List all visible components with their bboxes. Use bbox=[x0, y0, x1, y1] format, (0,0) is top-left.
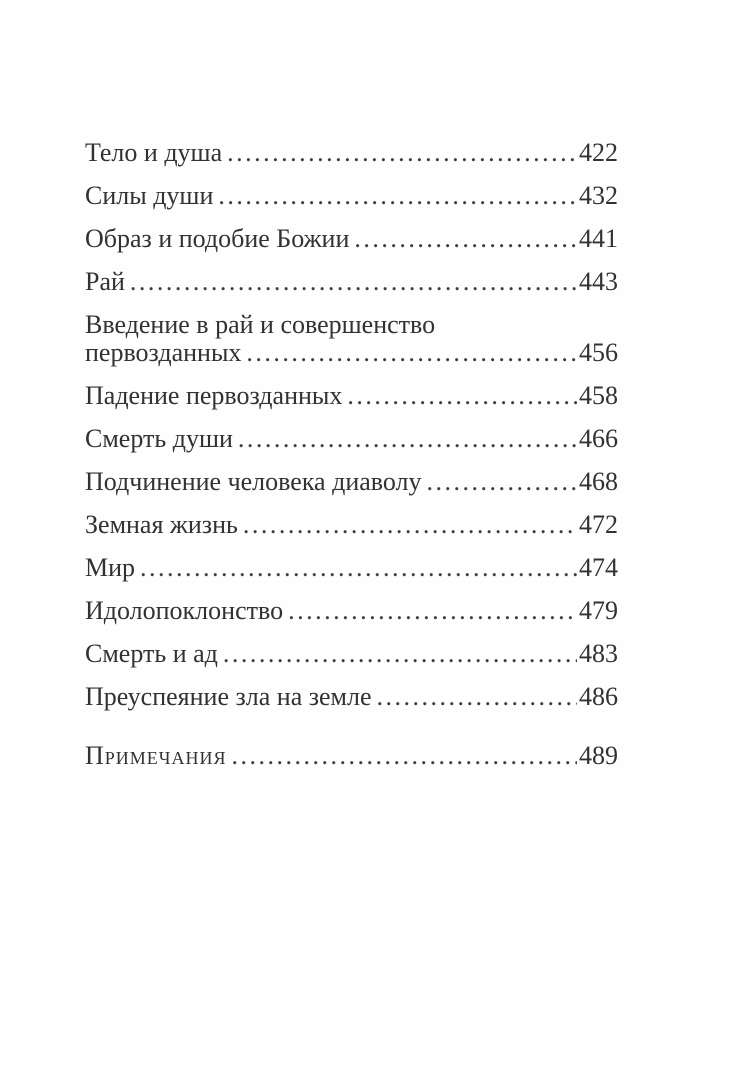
toc-entry bbox=[85, 139, 618, 167]
toc-entry-row bbox=[85, 225, 618, 253]
dot-leader bbox=[288, 597, 577, 625]
toc-entry-title: Тело и душа bbox=[85, 138, 223, 167]
dot-leader bbox=[218, 182, 577, 210]
toc-entry bbox=[85, 268, 618, 296]
dot-leader bbox=[140, 554, 577, 582]
toc-page-number: 466 bbox=[579, 424, 618, 453]
toc-entry bbox=[85, 225, 618, 253]
toc-page-number: 474 bbox=[579, 553, 618, 582]
toc-entry-row bbox=[85, 554, 618, 582]
toc-entry bbox=[85, 182, 618, 210]
toc-page-number: 456 bbox=[579, 338, 618, 367]
toc-page-number: 432 bbox=[579, 181, 618, 210]
dot-leader bbox=[354, 225, 577, 253]
toc-entry-title: Идолопоклонство bbox=[85, 596, 284, 625]
toc-entry bbox=[85, 683, 618, 711]
dot-leader bbox=[347, 382, 577, 410]
toc-entry bbox=[85, 742, 618, 770]
toc-page-number: 422 bbox=[579, 138, 618, 167]
dot-leader bbox=[223, 640, 577, 668]
toc-entry-title: Рай bbox=[85, 267, 125, 296]
toc-entry-title: Силы души bbox=[85, 181, 214, 210]
toc-entry-title: Мир bbox=[85, 553, 136, 582]
dot-leader bbox=[243, 511, 577, 539]
toc-entry-title: Образ и подобие Божии bbox=[85, 224, 350, 253]
dot-leader bbox=[377, 683, 577, 711]
toc-entry-row bbox=[85, 425, 618, 453]
toc-entry-title-line: Введение в рай и совершенство bbox=[85, 310, 436, 339]
toc-page-number: 479 bbox=[579, 596, 618, 625]
toc-entry-row bbox=[85, 511, 618, 539]
toc-entry-title: Подчинение человека диаволу bbox=[85, 467, 422, 496]
toc-entry-title: Смерть души bbox=[85, 424, 233, 453]
toc-entry bbox=[85, 468, 618, 496]
toc-entry-row bbox=[85, 683, 618, 711]
toc-entry-row bbox=[85, 640, 618, 668]
toc-entry-title: Смерть и ад bbox=[85, 639, 218, 668]
dot-leader bbox=[427, 468, 577, 496]
toc-entry-row bbox=[85, 268, 618, 296]
toc-page-number: 441 bbox=[579, 224, 618, 253]
dot-leader bbox=[246, 339, 577, 367]
toc-entry-row bbox=[85, 742, 618, 770]
toc-entry-row bbox=[85, 339, 618, 367]
toc-entry bbox=[85, 311, 618, 367]
toc-entry-title: Примечания bbox=[85, 741, 227, 770]
toc-list bbox=[85, 139, 618, 785]
toc-entry bbox=[85, 554, 618, 582]
dot-leader bbox=[238, 425, 577, 453]
toc-page-number: 468 bbox=[579, 467, 618, 496]
dot-leader bbox=[232, 742, 578, 770]
toc-page-number: 443 bbox=[579, 267, 618, 296]
toc-entry bbox=[85, 640, 618, 668]
toc-page-number: 458 bbox=[579, 381, 618, 410]
toc-entry-row bbox=[85, 139, 618, 167]
toc-entry-row bbox=[85, 468, 618, 496]
dot-leader bbox=[227, 139, 577, 167]
toc-page-number: 489 bbox=[579, 741, 618, 770]
toc-entry-title: Преуспеяние зла на земле bbox=[85, 682, 372, 711]
toc-entry-title: первозданных bbox=[85, 338, 242, 367]
toc-entry-row bbox=[85, 382, 618, 410]
toc-page-number: 486 bbox=[579, 682, 618, 711]
toc-entry bbox=[85, 597, 618, 625]
dot-leader bbox=[130, 268, 577, 296]
toc-entry bbox=[85, 382, 618, 410]
toc-entry-title: Падение первозданных bbox=[85, 381, 343, 410]
toc-entry-row bbox=[85, 182, 618, 210]
toc-entry bbox=[85, 425, 618, 453]
toc-page-number: 472 bbox=[579, 510, 618, 539]
toc-entry-row bbox=[85, 597, 618, 625]
toc-entry-title: Земная жизнь bbox=[85, 510, 238, 539]
toc-entry bbox=[85, 511, 618, 539]
toc-page-number: 483 bbox=[579, 639, 618, 668]
